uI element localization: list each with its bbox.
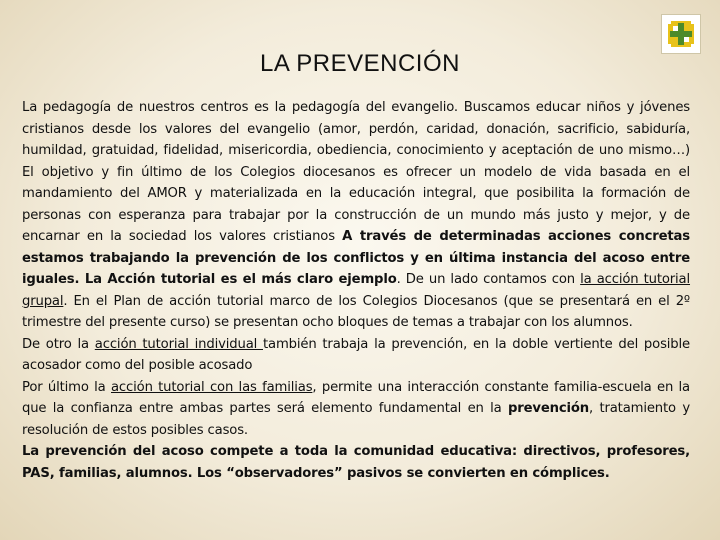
underlined-text: la acción tutorial grupal: [22, 272, 691, 309]
text-span: , permite una interacción constante familia-escuela en la que la confianza entre ambas partes será elemento fundamental en la: [22, 379, 690, 416]
text-span: . De un lado contamos con: [396, 272, 581, 287]
underlined-text: acción tutorial con las familias: [111, 379, 313, 395]
bold-text: A través de determinadas acciones concretas estamos trabajando la prevención de los conflictos y en última instancia del acoso entre iguales. La Acción tutorial es el más claro ejemplo: [22, 229, 690, 287]
text-span: De otro la: [22, 336, 95, 352]
text-span: . En el Plan de acción tutorial marco de los Colegios Diocesanos (que se presentará en el 2º trimestre del presente curso) se presentan ocho bloques de temas a trabajar con los alumnos.: [22, 293, 690, 330]
paragraph-individual: [22, 334, 690, 377]
text-span: también trabaja la prevención, en la doble vertiente del posible acosador como del posible acosado: [22, 336, 690, 373]
bold-text: prevención: [507, 401, 590, 416]
text-span: Por último la: [22, 379, 111, 395]
paragraph-community: La prevención del acoso compete a toda la comunidad educativa: directivos, profesores, PAS, familias, alumnos. Los “observadores” pasivos se convierten en cómplices.: [22, 444, 690, 481]
paragraph-families: [22, 377, 690, 442]
text-span: , tratamiento y resolución de estos posibles casos.: [22, 401, 690, 438]
colegios-diocesanos-logo-icon: [661, 14, 701, 54]
page-title: LA PREVENCIÓN: [260, 50, 460, 77]
underlined-text: acción tutorial individual: [94, 336, 263, 352]
text-span: La pedagogía de nuestros centros es la pedagogía del evangelio. Buscamos educar niños y jóvenes cristianos desde los valores del evangelio (amor, perdón, caridad, donación, sacrificio, sabiduría, humildad, gratuidad, fidelidad, misericordia, obediencia, conocimiento y aceptación de uno mismo…) El objetivo y fin último de los Colegios diocesanos es ofrecer un modelo de vida basada en el mandamiento del AMOR y materializada en la educación integral, que posibilita la formación de personas con esperanza para trabajar por la construcción de un mundo más justo y mejor, y de encarnar en la sociedad los valores cristianos: [22, 100, 690, 244]
paragraph-pedagogy: [22, 97, 690, 334]
body-text: [22, 97, 690, 484]
